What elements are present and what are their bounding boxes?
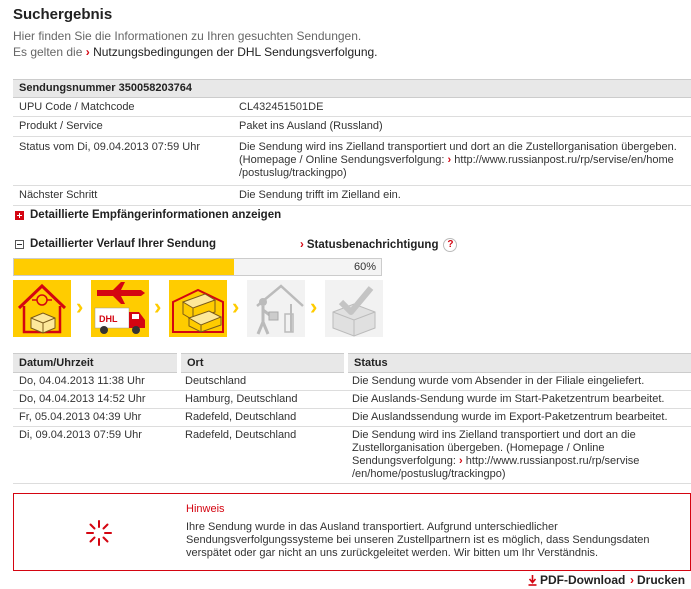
- history-date: Do, 04.04.2013 14:52 Uhr: [13, 391, 179, 409]
- post-office-icon: [13, 280, 71, 337]
- history-date: Do, 04.04.2013 11:38 Uhr: [13, 373, 179, 391]
- minus-icon: [15, 240, 24, 249]
- help-icon[interactable]: ?: [443, 238, 457, 252]
- detail-row: [13, 98, 691, 117]
- detail-key: Produkt / Service: [13, 117, 233, 137]
- history-date: Fr, 05.04.2013 04:39 Uhr: [13, 409, 179, 427]
- status-line: Die Sendung wird ins Zielland transportiert und dort an die Zustellorganisation übergeben.: [239, 141, 677, 153]
- progress-bar: [13, 258, 382, 276]
- history-status-line: Zustellorganisation übergeben. (Homepage / Online: [352, 442, 605, 454]
- terms-line: [13, 45, 378, 59]
- detail-value: Die Sendung trifft im Zielland ein.: [233, 186, 691, 206]
- notice-box: [13, 493, 691, 571]
- page-title: Suchergebnis: [13, 6, 113, 23]
- plane-truck-icon: [91, 280, 149, 337]
- shipment-details-table: [13, 79, 691, 206]
- pdf-download-label: PDF-Download: [540, 573, 626, 587]
- terms-link[interactable]: Nutzungsbedingungen der DHL Sendungsverfolgung.: [93, 45, 378, 59]
- notice-line: Ihre Sendung wurde in das Ausland transportiert. Aufgrund unterschiedlicher: [186, 521, 558, 533]
- chevron-right-icon: ›: [232, 294, 240, 319]
- history-status-line: /en/home/postuslug/trackingpo): [352, 468, 506, 480]
- plus-icon: [15, 211, 24, 220]
- column-place: Ort: [179, 354, 346, 373]
- status-line: [239, 154, 685, 167]
- history-place: Radefeld, Deutschland: [179, 427, 346, 484]
- shipment-number: Sendungsnummer 350058203764: [13, 80, 691, 98]
- table-row: [13, 373, 691, 391]
- chevron-right-icon: ›: [310, 294, 318, 319]
- detail-value: Paket ins Ausland (Russland): [233, 117, 691, 137]
- arrow-right-icon: ›: [300, 239, 304, 251]
- status-notification-link[interactable]: [300, 238, 457, 252]
- progress-fill: [14, 259, 234, 275]
- status-line: /postuslug/trackingpo): [239, 167, 347, 179]
- history-status-line: [352, 455, 685, 468]
- column-date: Datum/Uhrzeit: [13, 354, 179, 373]
- notice-line: Sendungsverfolgungssysteme bei unseren Zustellpartnern ist es möglich, dass Sendungsdaten: [186, 534, 650, 546]
- arrow-right-icon: ›: [85, 45, 90, 59]
- recipient-toggle-label: Detaillierte Empfängerinformationen anzeigen: [30, 209, 282, 221]
- history-header-row: [13, 354, 691, 373]
- arrow-right-icon: ›: [630, 573, 634, 587]
- arrow-right-icon: ›: [447, 154, 452, 166]
- history-toggle[interactable]: [15, 238, 216, 250]
- detail-value: [233, 137, 691, 186]
- history-status: Die Auslandssendung wurde im Export-Paketzentrum bearbeitet.: [346, 409, 691, 427]
- status-notification-label: Statusbenachrichtigung: [306, 239, 439, 251]
- notice-line: verspätet oder gar nicht an uns zurückgeleitet werden. Wir bitten um Ihr Verständnis.: [186, 547, 599, 559]
- history-place: Deutschland: [179, 373, 346, 391]
- detail-row: [13, 186, 691, 206]
- pdf-download-link[interactable]: [528, 573, 625, 587]
- delivered-check-icon: [325, 280, 383, 337]
- column-status: Status: [346, 354, 691, 373]
- print-label: Drucken: [637, 573, 686, 587]
- history-status: Die Auslands-Sendung wurde im Start-Paketzentrum bearbeitet.: [346, 391, 691, 409]
- russianpost-link[interactable]: http://www.russianpost.ru/rp/servise/en/home: [454, 154, 674, 166]
- download-icon: [528, 575, 537, 586]
- warehouse-icon: [169, 280, 227, 337]
- intro-text: Hier finden Sie die Informationen zu Ihren gesuchten Sendungen.: [13, 29, 362, 43]
- notice-body: [186, 521, 676, 560]
- chevron-right-icon: ›: [76, 294, 84, 319]
- detail-key: UPU Code / Matchcode: [13, 98, 233, 117]
- table-row: [13, 391, 691, 409]
- history-toggle-label: Detaillierter Verlauf Ihrer Sendung: [30, 238, 216, 250]
- table-row: [13, 409, 691, 427]
- detail-key: Nächster Schritt: [13, 186, 233, 206]
- svg-text:DHL: DHL: [99, 314, 118, 324]
- print-link[interactable]: [630, 573, 685, 587]
- history-date: Di, 09.04.2013 07:59 Uhr: [13, 427, 179, 484]
- russianpost-history-link[interactable]: http://www.russianpost.ru/rp/servise: [465, 455, 640, 467]
- detail-row: [13, 137, 691, 186]
- table-row: [13, 427, 691, 484]
- progress-label: 60%: [353, 261, 376, 273]
- history-status-line: Die Sendung wird ins Zielland transportiert und dort an die: [352, 429, 636, 441]
- history-status: [346, 427, 691, 484]
- status-text: (Homepage / Online Sendungsverfolgung:: [239, 154, 445, 166]
- delivery-person-icon: [247, 280, 305, 337]
- history-status-text: Sendungsverfolgung:: [352, 455, 456, 467]
- detail-key: Status vom Di, 09.04.2013 07:59 Uhr: [13, 137, 233, 186]
- history-place: Radefeld, Deutschland: [179, 409, 346, 427]
- notice-title: Hinweis: [186, 503, 225, 515]
- history-table: [13, 353, 691, 484]
- history-place: Hamburg, Deutschland: [179, 391, 346, 409]
- detail-value: CL432451501DE: [233, 98, 691, 117]
- recipient-info-toggle[interactable]: [15, 209, 281, 221]
- loading-spinner-icon: [84, 518, 114, 548]
- detail-row: [13, 117, 691, 137]
- terms-prefix: Es gelten die: [13, 45, 83, 59]
- history-status: Die Sendung wurde vom Absender in der Filiale eingeliefert.: [346, 373, 691, 391]
- chevron-right-icon: ›: [154, 294, 162, 319]
- arrow-right-icon: ›: [459, 455, 463, 467]
